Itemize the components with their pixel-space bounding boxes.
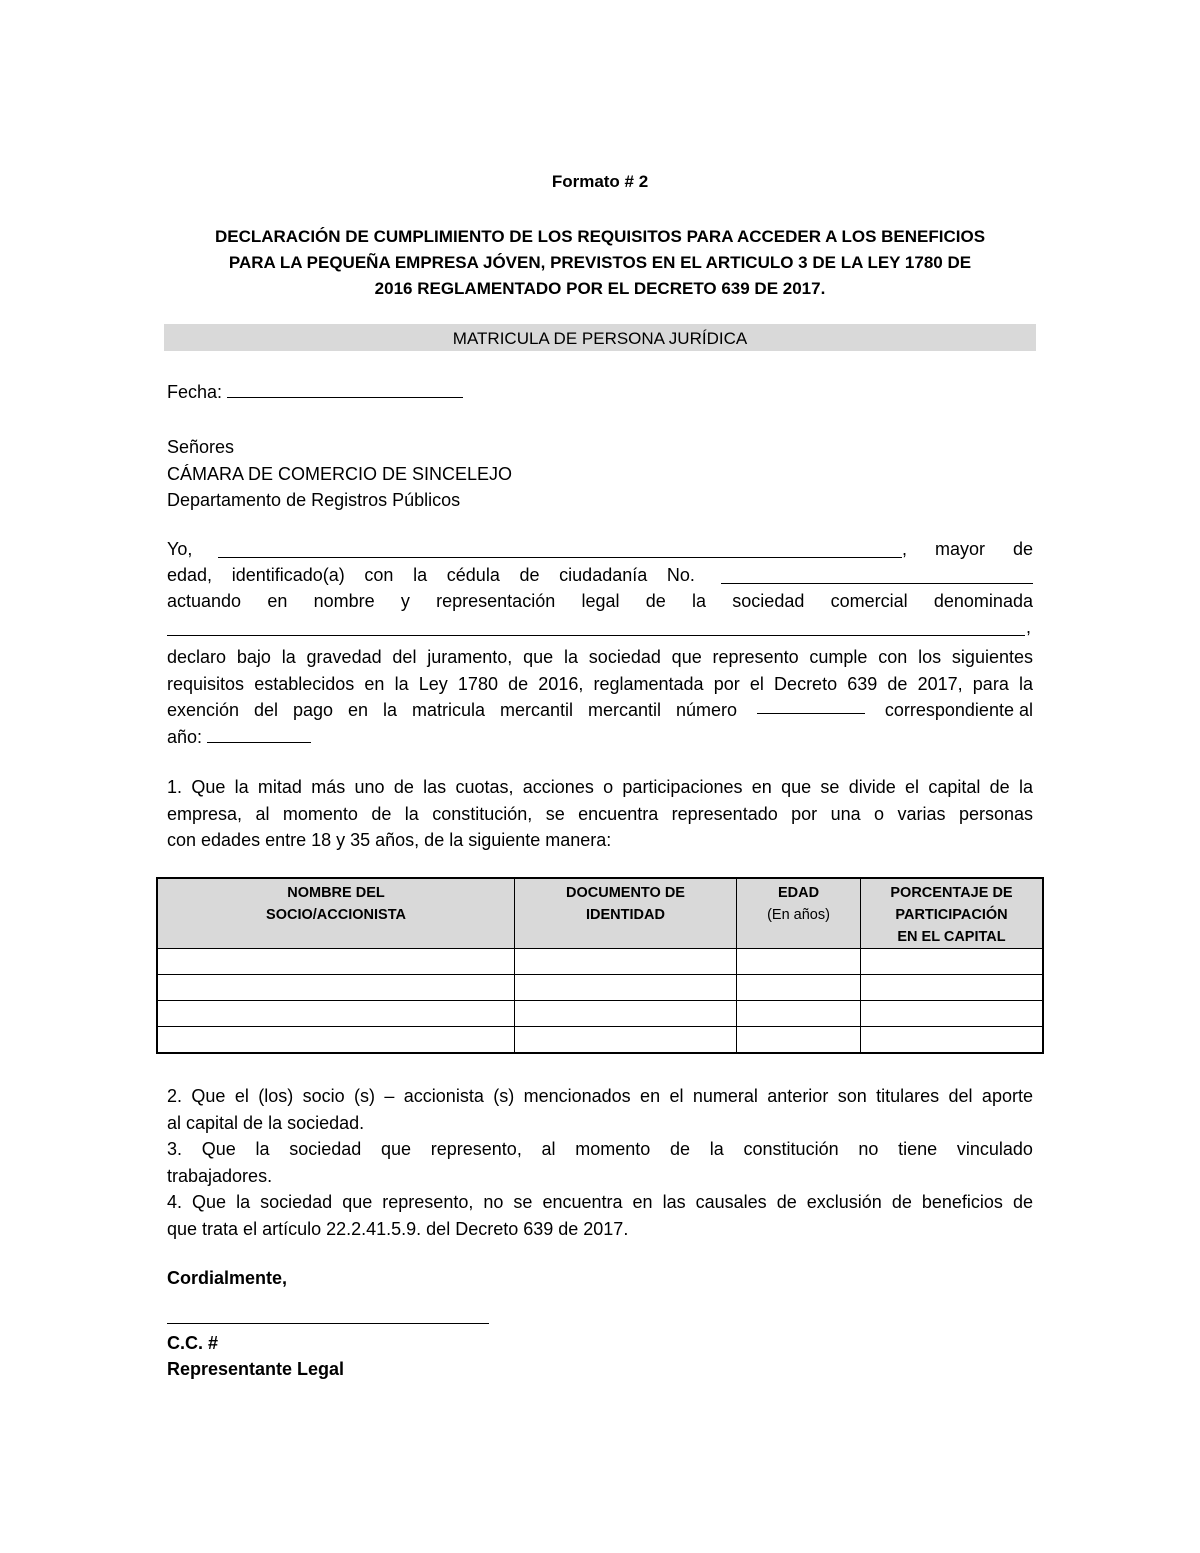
requirement-text-line: que trata el artículo 22.2.41.5.9. del Decreto 639 de 2017. bbox=[167, 1218, 629, 1239]
representante-label: Representante Legal bbox=[167, 1359, 345, 1379]
requirement-text-line: al capital de la sociedad. bbox=[167, 1112, 365, 1133]
table-cell[interactable] bbox=[515, 1001, 737, 1027]
anio-field[interactable] bbox=[207, 726, 311, 743]
requirement-text-line bbox=[167, 1136, 1033, 1163]
requirement-text-line bbox=[167, 1083, 1033, 1110]
addressee-line: Señores bbox=[167, 437, 235, 457]
table-cell[interactable] bbox=[861, 975, 1044, 1001]
table-cell[interactable] bbox=[157, 1001, 515, 1027]
table-cell[interactable] bbox=[515, 949, 737, 975]
table-cell[interactable] bbox=[737, 975, 861, 1001]
table-cell[interactable] bbox=[157, 1027, 515, 1054]
word: en bbox=[267, 591, 288, 611]
text-segment: exención del pago en la matricula mercantil mercantil número bbox=[167, 700, 737, 720]
table-cell[interactable] bbox=[515, 975, 737, 1001]
item-number: 4. bbox=[167, 1192, 183, 1212]
declaration-line-edad bbox=[167, 565, 1033, 587]
word: vinculado bbox=[956, 1139, 1033, 1159]
requirement-text-line bbox=[167, 1189, 1033, 1216]
table-cell[interactable] bbox=[861, 1001, 1044, 1027]
anio-label: año: bbox=[167, 726, 203, 747]
fecha-row bbox=[167, 381, 463, 403]
word: denominada bbox=[933, 591, 1033, 611]
col-header-documento bbox=[515, 878, 737, 949]
table-cell[interactable] bbox=[737, 1001, 861, 1027]
word: identificado(a) bbox=[231, 565, 345, 585]
item-number: 1. bbox=[167, 777, 183, 797]
fecha-field[interactable] bbox=[227, 381, 463, 398]
table-row bbox=[157, 1027, 1043, 1054]
word: Que bbox=[201, 1139, 236, 1159]
declaration-body bbox=[167, 644, 1033, 750]
word: la bbox=[255, 1139, 270, 1159]
declaration-text-line: requisitos establecidos en la Ley 1780 de 2016, reglamentada por el Decreto 639 de 2017, para la bbox=[167, 673, 1033, 694]
word: al bbox=[541, 1139, 556, 1159]
word: nombre bbox=[313, 591, 375, 611]
socios-table bbox=[156, 877, 1044, 1054]
table-cell[interactable] bbox=[861, 1027, 1044, 1054]
word: legal bbox=[581, 591, 620, 611]
table-cell[interactable] bbox=[737, 1027, 861, 1054]
word: constitución bbox=[743, 1139, 839, 1159]
formato-number: Formato # 2 bbox=[551, 172, 649, 191]
comma: , bbox=[1026, 617, 1032, 637]
table-cell[interactable] bbox=[157, 949, 515, 975]
word: la bbox=[692, 591, 707, 611]
name-field[interactable] bbox=[218, 539, 902, 558]
header-text: PORCENTAJE DE bbox=[890, 885, 1013, 901]
requirements-2-4 bbox=[167, 1083, 1033, 1242]
yo-label: Yo, bbox=[167, 539, 193, 559]
sociedad-name-field[interactable] bbox=[167, 617, 1025, 636]
col-header-nombre bbox=[157, 878, 515, 949]
word: que bbox=[381, 1139, 412, 1159]
declaration-line-actuando bbox=[167, 591, 1033, 612]
table-cell[interactable] bbox=[861, 949, 1044, 975]
declaration-text-line: declaro bajo la gravedad del juramento, que la sociedad que represento cumple con los siguientes bbox=[167, 647, 1033, 667]
requirement-text-line bbox=[167, 774, 1033, 801]
requirement-text-line: con edades entre 18 y 35 años, de la siguiente manera: bbox=[167, 830, 612, 850]
word: ciudadanía bbox=[559, 565, 648, 585]
addressee-line: Departamento de Registros Públicos bbox=[167, 490, 461, 510]
header-text: NOMBRE DEL bbox=[287, 885, 385, 901]
document-title bbox=[0, 224, 1200, 302]
word: represento, bbox=[430, 1139, 522, 1159]
word: con bbox=[364, 565, 394, 585]
table-row bbox=[157, 975, 1043, 1001]
table-cell[interactable] bbox=[737, 949, 861, 975]
title-line: 2016 REGLAMENTADO POR EL DECRETO 639 DE 2017. bbox=[374, 279, 826, 298]
signature-line[interactable] bbox=[167, 1323, 489, 1324]
word: cédula bbox=[446, 565, 500, 585]
table-header-row bbox=[157, 878, 1043, 949]
declaration-text-line bbox=[167, 697, 1033, 724]
word: de bbox=[670, 1139, 691, 1159]
header-text: PARTICIPACIÓN bbox=[895, 907, 1008, 923]
item-number: 2. bbox=[167, 1086, 183, 1106]
header-text: (En años) bbox=[767, 907, 830, 923]
declaration-line-yo bbox=[167, 539, 1033, 561]
cc-label: C.C. # bbox=[167, 1333, 219, 1353]
word: la bbox=[413, 565, 428, 585]
text-segment: correspondiente al bbox=[884, 700, 1033, 720]
matricula-number-field[interactable] bbox=[757, 697, 865, 714]
header-text: IDENTIDAD bbox=[586, 907, 665, 923]
table-row bbox=[157, 949, 1043, 975]
word: la bbox=[709, 1139, 724, 1159]
declaration-line-sociedad bbox=[167, 617, 1033, 639]
word: actuando bbox=[167, 591, 242, 611]
item-text: Que el (los) socio (s) – accionista (s) mencionados en el numeral anterior son titulares del aporte bbox=[191, 1086, 1033, 1106]
title-line: DECLARACIÓN DE CUMPLIMIENTO DE LOS REQUISITOS PARA ACCEDER A LOS BENEFICIOS bbox=[214, 227, 986, 246]
addressee-line: CÁMARA DE COMERCIO DE SINCELEJO bbox=[167, 463, 513, 484]
word: momento bbox=[575, 1139, 651, 1159]
title-line: PARA LA PEQUEÑA EMPRESA JÓVEN, PREVISTOS EN EL ARTICULO 3 DE LA LEY 1780 DE bbox=[228, 253, 972, 272]
item-text: Que la sociedad que represento, no se encuentra en las causales de exclusión de beneficios de bbox=[192, 1192, 1033, 1212]
word: edad, bbox=[167, 565, 213, 585]
word: de bbox=[645, 591, 666, 611]
header-text: SOCIO/ACCIONISTA bbox=[266, 907, 406, 923]
header-text: EN EL CAPITAL bbox=[897, 929, 1006, 945]
word: sociedad bbox=[289, 1139, 362, 1159]
col-header-porcentaje bbox=[861, 878, 1044, 949]
word: de bbox=[519, 565, 540, 585]
requirement-text-line: empresa, al momento de la constitución, se encuentra representado por una o varias personas bbox=[167, 803, 1033, 824]
col-header-edad bbox=[737, 878, 861, 949]
table-row bbox=[157, 1001, 1043, 1027]
edad-text bbox=[167, 565, 695, 586]
declaration-text-line bbox=[167, 724, 1033, 751]
word: No. bbox=[666, 565, 695, 585]
closing-salutation: Cordialmente, bbox=[167, 1268, 288, 1288]
word: sociedad bbox=[732, 591, 805, 611]
fecha-label: Fecha: bbox=[167, 382, 223, 402]
item-number: 3. bbox=[167, 1139, 183, 1159]
addressee-block bbox=[167, 434, 512, 514]
word: representación bbox=[436, 591, 556, 611]
section-banner: MATRICULA DE PERSONA JURÍDICA bbox=[164, 324, 1036, 351]
table-cell[interactable] bbox=[515, 1027, 737, 1054]
table-cell[interactable] bbox=[157, 975, 515, 1001]
mayor-label: , mayor de bbox=[902, 539, 1033, 559]
header-text: EDAD bbox=[777, 885, 820, 901]
word: comercial bbox=[830, 591, 908, 611]
requirement-1 bbox=[167, 774, 1033, 854]
word: no bbox=[858, 1139, 879, 1159]
item-text: Que la mitad más uno de las cuotas, acciones o participaciones en que se divide el capital de la bbox=[191, 777, 1033, 797]
requirement-text-line: trabajadores. bbox=[167, 1165, 273, 1186]
signature-block bbox=[167, 1330, 344, 1382]
word: tiene bbox=[898, 1139, 938, 1159]
cedula-field[interactable] bbox=[721, 565, 1033, 584]
word: y bbox=[400, 591, 410, 611]
header-text: DOCUMENTO DE bbox=[566, 885, 685, 901]
